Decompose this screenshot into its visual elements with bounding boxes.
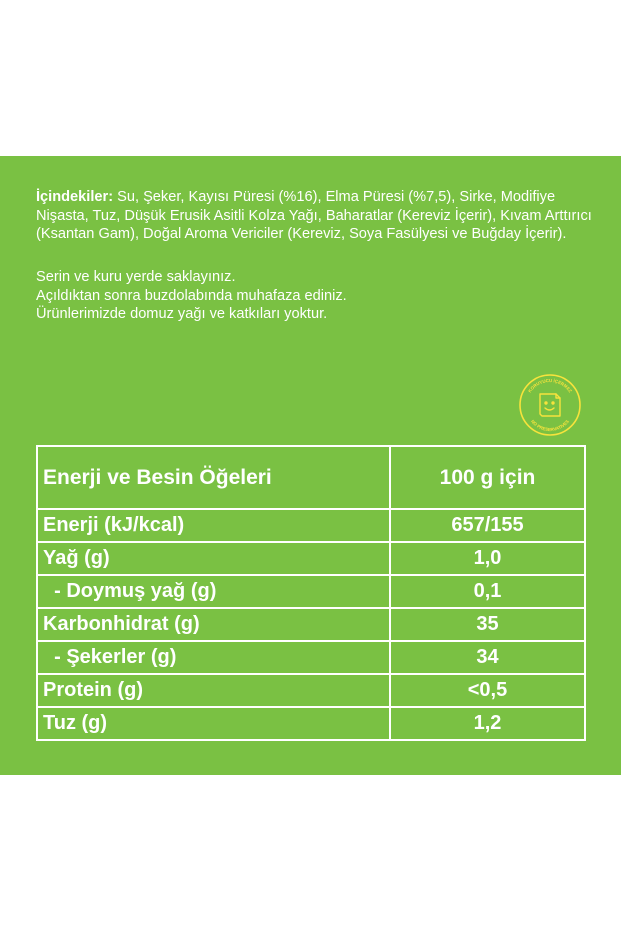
storage-line: Ürünlerimizde domuz yağı ve katkıları yoktur. bbox=[36, 306, 328, 322]
badge-bottom-text: NO PRESERVATIVES bbox=[530, 418, 570, 433]
storage-line: Açıldıktan sonra buzdolabında muhafaza ediniz. bbox=[36, 287, 347, 304]
storage-line: Serin ve kuru yerde saklayınız. bbox=[36, 269, 236, 285]
table-row bbox=[38, 510, 584, 543]
table-row bbox=[38, 708, 584, 739]
no-preservatives-badge bbox=[518, 373, 582, 437]
nutrition-table bbox=[36, 445, 586, 741]
ingredients-label: İçindekiler: bbox=[36, 189, 114, 205]
badge-top-text: KORUYUCU İÇERMEZ bbox=[527, 377, 573, 394]
table-row bbox=[38, 543, 584, 576]
nutrition-header-row bbox=[38, 447, 584, 510]
storage-notes bbox=[36, 268, 592, 324]
table-row bbox=[38, 675, 584, 708]
nutrient-value: 34 bbox=[476, 646, 499, 668]
nutrient-value: 1,0 bbox=[473, 547, 502, 569]
table-row bbox=[38, 642, 584, 675]
header-value: 100 g için bbox=[439, 465, 536, 489]
smiling-jar-icon bbox=[540, 394, 560, 416]
nutrient-label: Yağ (g) bbox=[38, 543, 391, 574]
nutrient-label: Protein (g) bbox=[38, 675, 391, 706]
table-row bbox=[38, 609, 584, 642]
table-row bbox=[38, 576, 584, 609]
header-label: Enerji ve Besin Öğeleri bbox=[38, 447, 391, 508]
nutrient-value: 657/155 bbox=[451, 514, 524, 536]
ingredients-text bbox=[36, 188, 592, 244]
badge-ring bbox=[520, 375, 580, 435]
nutrient-label: Enerji (kJ/kcal) bbox=[38, 510, 391, 541]
nutrient-value: 0,1 bbox=[473, 580, 502, 602]
nutrient-label: Tuz (g) bbox=[38, 708, 391, 739]
nutrient-label: - Doymuş yağ (g) bbox=[38, 576, 391, 607]
nutrient-label: - Şekerler (g) bbox=[38, 642, 391, 673]
nutrient-value: 35 bbox=[476, 613, 499, 635]
nutrient-label: Karbonhidrat (g) bbox=[38, 609, 391, 640]
nutrient-value: <0,5 bbox=[467, 679, 508, 701]
nutrient-value: 1,2 bbox=[473, 712, 502, 734]
ingredients-list: Su, Şeker, Kayısı Püresi (%16), Elma Püresi (%7,5), Sirke, Modifiye Nişasta, Tuz, Düşük Erusik Asitli Kolza Yağı, Baharatlar (Kereviz İçerir), Kıvam Arttırıcı (Ksantan Gam), Doğal Aroma Vericiler (Kereviz, Soya Fasülyesi ve Buğday İçerir). bbox=[36, 189, 592, 242]
